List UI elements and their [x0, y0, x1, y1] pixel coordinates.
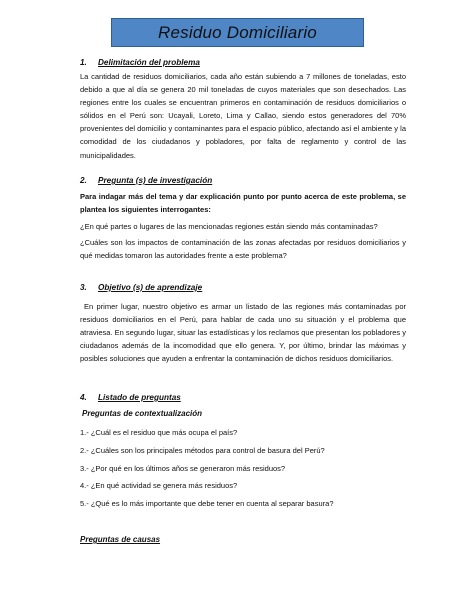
section-2-heading: 2. Pregunta (s) de investigación	[80, 176, 213, 185]
section-4-heading: 4. Listado de preguntas	[80, 393, 181, 402]
section-2-question-2: ¿Cuáles son los impactos de contaminación de las zonas afectadas por residuos domiciliarios y qué medidas tomaron las autoridades frente a este problema?	[80, 238, 406, 261]
section-2-intro: Para indagar más del tema y dar explicación punto por punto acerca de este problema, se plantea los siguientes interrogantes:	[80, 192, 406, 215]
question-item-5: 5.- ¿Qué es lo más importante que debe tener en cuenta al separar basura?	[80, 499, 334, 508]
question-item-2: 2.- ¿Cuáles son los principales métodos para control de basura del Perú?	[80, 446, 325, 455]
contextualization-subheading: Preguntas de contextualización	[82, 409, 203, 418]
section-3-paragraph: En primer lugar, nuestro objetivo es armar un listado de las regiones más contaminadas por residuos domiciliarios en el Perú, para hablar de cada uno su situación y el problema que atraviesa. En segundo lugar, situar las estadísticas y los reclamos que presentan los pobladores y ciudadanos además de la incomodidad que ello genera. Y, por último, brindar las máximas y posibles soluciones que ayuden a enfrentar la contaminación de dichos residuos domiciliarios.	[80, 302, 406, 364]
causes-subheading: Preguntas de causas	[80, 535, 161, 544]
question-item-1: 1.- ¿Cuál es el residuo que más ocupa el país?	[80, 428, 238, 437]
section-2-question-1: ¿En qué partes o lugares de las mencionadas regiones están siendo más contaminadas?	[80, 222, 378, 231]
section-1-paragraph: La cantidad de residuos domiciliarios, cada año están subiendo a 7 millones de toneladas, esto debido a que al día se genera 20 mil toneladas de cuyos materiales que son desechados. Las regiones entre los cuales se encuentran primeros en contaminación de residuos domiciliarios o sólidos en el Perú son: Ucayali, Loreto, Lima y Callao, siendo estos generadores del 70% provenientes del domicilio y contaminantes para el espacio público, afectando así el ambiente y la comodidad de los ciudadanos y pobladores, por falta de reglamento y control de las municipalidades.	[80, 72, 406, 160]
question-item-3: 3.- ¿Por qué en los últimos años se generaron más residuos?	[80, 464, 286, 473]
title-banner	[111, 18, 364, 47]
section-3-heading: 3. Objetivo (s) de aprendizaje	[80, 283, 203, 292]
question-item-4: 4.- ¿En qué actividad se genera más residuos?	[80, 481, 238, 490]
document-title: Residuo Domiciliario	[158, 22, 317, 42]
section-1-heading: 1. Delimitación del problema	[80, 58, 200, 67]
